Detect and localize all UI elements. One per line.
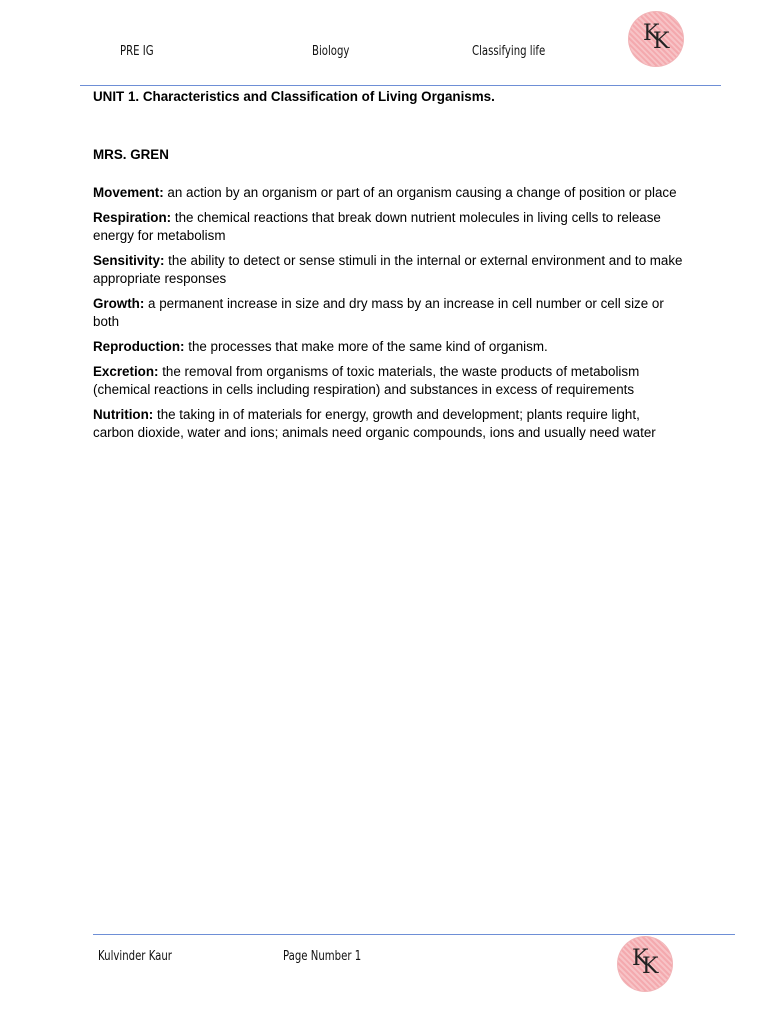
definition-term: Respiration:: [93, 210, 172, 225]
definitions-list: [93, 184, 683, 442]
document-title: UNIT 1. Characteristics and Classification of Living Organisms.: [93, 89, 495, 104]
definition-term: Growth:: [93, 296, 145, 311]
header-subject: Biology: [312, 44, 350, 59]
definition-term: Movement:: [93, 185, 164, 200]
definition-item: [93, 209, 683, 245]
definition-item: [93, 338, 683, 356]
definition-text: the chemical reactions that break down nutrient molecules in living cells to release energy for metabolism: [93, 210, 661, 243]
definition-item: [93, 252, 683, 288]
definition-text: the taking in of materials for energy, growth and development; plants require light, carbon dioxide, water and ions; animals need organic compounds, ions and usually need water: [93, 407, 656, 440]
definition-item: [93, 363, 683, 399]
definition-term: Nutrition:: [93, 407, 154, 422]
kk-logo-footer: K K: [617, 936, 673, 992]
header-course: PRE IG: [120, 44, 154, 59]
definition-item: [93, 184, 683, 202]
definition-text: the removal from organisms of toxic materials, the waste products of metabolism (chemical reactions in cells including respiration) and substances in excess of requirements: [93, 364, 640, 397]
header-topic: Classifying life: [472, 44, 546, 59]
footer-page-number: Page Number 1: [283, 949, 362, 964]
definition-term: Sensitivity:: [93, 253, 165, 268]
definition-text: the ability to detect or sense stimuli in the internal or external environment and to make appropriate responses: [93, 253, 683, 286]
document-body: [93, 88, 683, 449]
definition-text: the processes that make more of the same kind of organism.: [184, 339, 548, 354]
definition-item: [93, 295, 683, 331]
definition-text: a permanent increase in size and dry mass by an increase in cell number or cell size or both: [93, 296, 664, 329]
definition-term: Reproduction:: [93, 339, 185, 354]
definition-item: [93, 406, 683, 442]
teacher-name: MRS. GREN: [93, 147, 169, 162]
definition-term: Excretion:: [93, 364, 159, 379]
footer-author: Kulvinder Kaur: [98, 949, 172, 964]
header-rule: [80, 85, 721, 86]
kk-logo: K K: [628, 11, 684, 67]
footer-rule: [93, 934, 735, 935]
definition-text: an action by an organism or part of an organism causing a change of position or place: [163, 185, 677, 200]
